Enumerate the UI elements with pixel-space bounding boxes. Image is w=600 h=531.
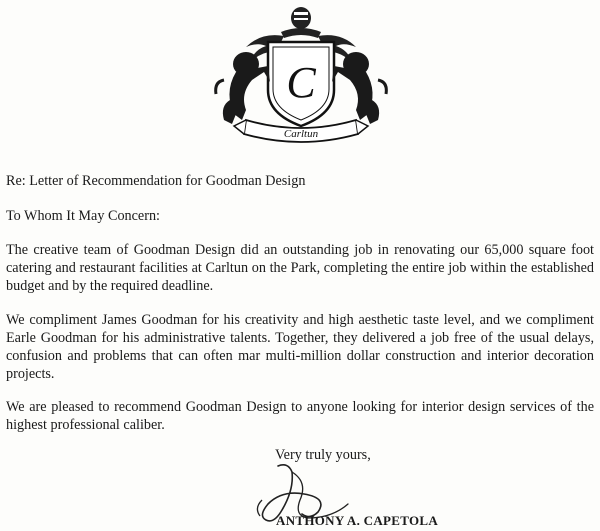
closing: Very truly yours,: [275, 447, 371, 463]
paragraph-1: The creative team of Goodman Design did an outstanding job in renovating our 65,000 square foot catering and restaurant facilities at Carltun on the Park, completing the entire job within the established budget and by the required deadline.: [6, 242, 594, 294]
banner-text: Carltun: [283, 128, 319, 140]
monogram-text: C: [286, 58, 316, 107]
right-lion-icon: [332, 52, 386, 124]
shield-icon: [268, 42, 334, 126]
carltun-crest-logo: [206, 2, 396, 157]
paragraph-3: We are pleased to recommend Goodman Design to anyone looking for interior design services of the highest professional caliber.: [6, 399, 594, 433]
subject-line: Re: Letter of Recommendation for Goodman Design: [6, 173, 306, 189]
salutation: To Whom It May Concern:: [6, 208, 160, 224]
left-lion-icon: [216, 52, 270, 124]
helmet-icon: [281, 7, 321, 38]
signer-name: ANTHONY A. CAPETOLA: [276, 513, 439, 528]
paragraph-2: We compliment James Goodman for his creativity and high aesthetic taste level, and we compliment Earle Goodman for his administrative talents. Together, they delivered a job free of the usual delays, confusion and problems that can often mar multi-million dollar construction and interior decoration projects.: [6, 312, 594, 382]
